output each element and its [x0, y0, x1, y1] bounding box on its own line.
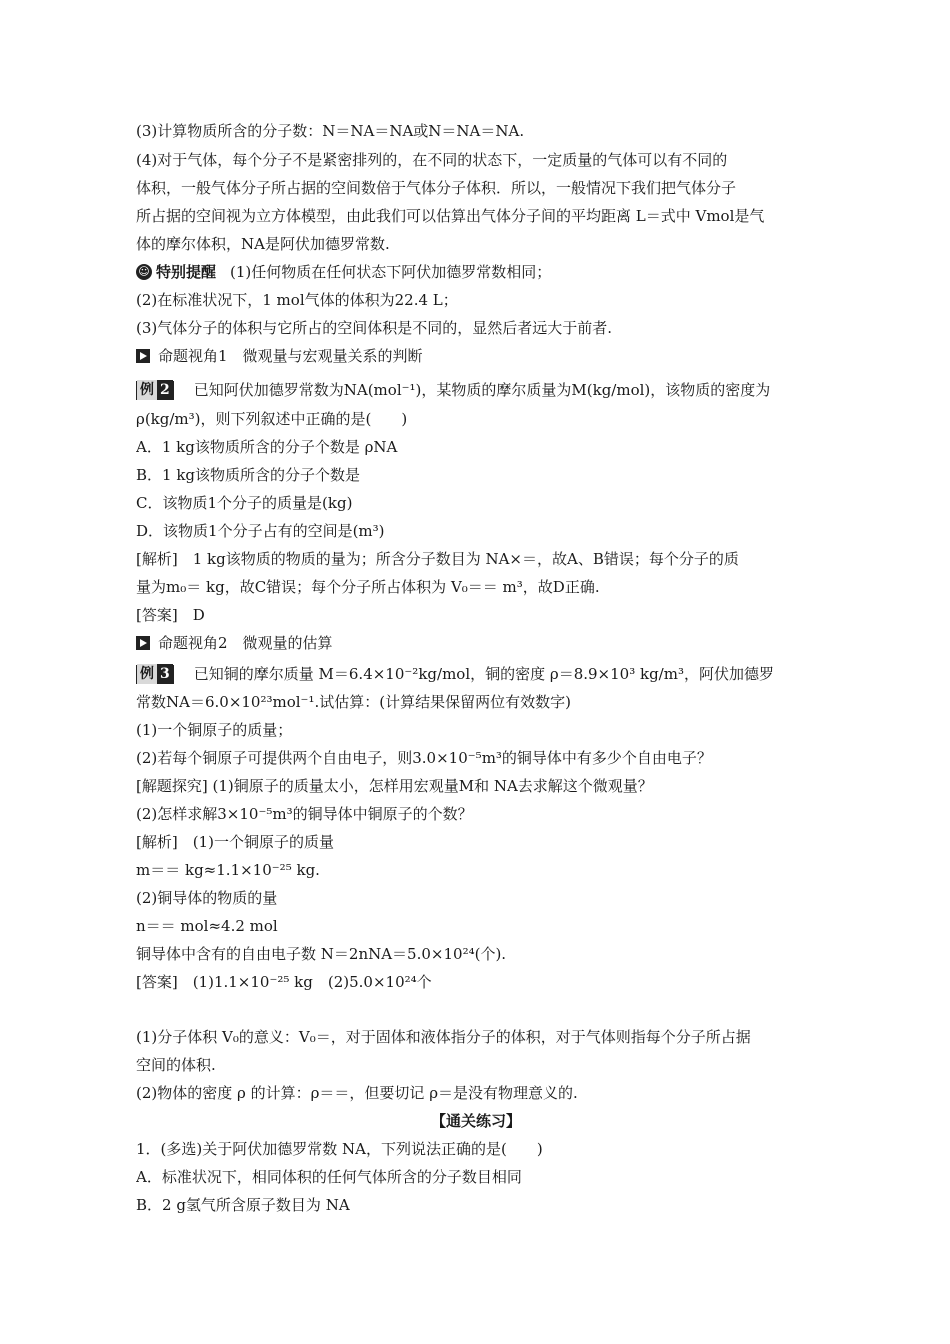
tip-text: (2)在标准状况下，1 mol气体的体积为22.4 L； [136, 291, 458, 309]
tip-text: (1)任何物质在任何状态下阿伏加德罗常数相同； [230, 263, 552, 281]
option-b: B．1 kg该物质所含的分子个数是 [136, 466, 361, 484]
tip-line [136, 262, 816, 282]
text-line: 体的摩尔体积，NA是阿伏加德罗常数. [136, 235, 390, 253]
example-text: 已知阿伏加德罗常数为NA(mol⁻¹)，某物质的摩尔质量为M(kg/mol)，该物质的密度为 [193, 381, 771, 399]
angle-text: 命题视角1 微观量与宏观量关系的判断 [158, 347, 423, 365]
angle-text: 命题视角2 微观量的估算 [158, 634, 333, 652]
explore-text: [解题探究] (1)铜原子的质量太小，怎样用宏观量M和 NA去求解这个微观量？ [136, 777, 653, 795]
note-text: 空间的体积. [136, 1056, 216, 1074]
analysis-text: [解析] (1)一个铜原子的质量 [136, 833, 334, 851]
analysis-text: 铜导体中含有的自由电子数 N＝2nNA＝5.0×10²⁴(个). [136, 945, 507, 963]
text-line: 体积，一般气体分子所占据的空间数倍于气体分子体积．所以，一般情况下我们把气体分子 [136, 179, 737, 197]
option-d: D．该物质1个分子占有的空间是(m³) [136, 522, 385, 540]
play-triangle-icon [136, 636, 150, 650]
play-triangle-icon [136, 349, 150, 363]
analysis-text: 量为m₀＝ kg，故C错误；每个分子所占体积为 V₀＝＝ m³，故D正确. [136, 578, 600, 596]
tip-text: (3)气体分子的体积与它所占的空间体积是不同的，显然后者远大于前者. [136, 319, 613, 337]
answer-text: [答案] (1)1.1×10⁻²⁵ kg (2)5.0×10²⁴个 [136, 973, 432, 991]
question-text: 1．(多选)关于阿伏加德罗常数 NA，下列说法正确的是( ) [136, 1140, 543, 1158]
example-text: ρ(kg/m³)，则下列叙述中正确的是( ) [136, 410, 408, 428]
example-badge: 例 3 [136, 665, 174, 684]
explore-text: (2)怎样求解3×10⁻⁵m³的铜导体中铜原子的个数？ [136, 805, 473, 823]
question-text: (1)一个铜原子的质量； [136, 721, 293, 739]
analysis-text: n＝＝ mol≈4.2 mol [136, 917, 278, 935]
analysis-text: (2)铜导体的物质的量 [136, 889, 278, 907]
option-b: B．2 g氢气所含原子数目为 NA [136, 1196, 350, 1214]
option-c: C．该物质1个分子的质量是(kg) [136, 494, 353, 512]
text-line: (4)对于气体，每个分子不是紧密排列的，在不同的状态下，一定质量的气体可以有不同的 [136, 151, 728, 169]
angle-heading [136, 346, 816, 366]
text-line: (3)计算物质所含的分子数：N＝NA＝NA或N＝NA＝NA. [136, 122, 525, 140]
note-text: (1)分子体积 V₀的意义：V₀＝，对于固体和液体指分子的体积，对于气体则指每个分子所占据 [136, 1028, 751, 1046]
tip-label: 特别提醒 [156, 263, 217, 281]
note-text: (2)物体的密度 ρ 的计算：ρ＝＝，但要切记 ρ＝是没有物理意义的. [136, 1084, 578, 1102]
angle-heading [136, 633, 816, 653]
practice-heading: 【通关练习】 [430, 1112, 521, 1130]
option-a: A．标准状况下，相同体积的任何气体所含的分子数目相同 [136, 1168, 522, 1186]
example-text: 常数NA＝6.0×10²³mol⁻¹.试估算：(计算结果保留两位有效数字) [136, 693, 571, 711]
smiley-icon: ☺ [136, 264, 152, 280]
option-a: A．1 kg该物质所含的分子个数是 ρNA [136, 438, 398, 456]
answer-text: [答案] D [136, 606, 205, 624]
example-line [136, 664, 816, 684]
analysis-text: m＝＝ kg≈1.1×10⁻²⁵ kg. [136, 861, 320, 879]
analysis-text: [解析] 1 kg该物质的物质的量为；所含分子数目为 NA×＝，故A、B错误；每个分子的质 [136, 550, 739, 568]
example-text: 已知铜的摩尔质量 M＝6.4×10⁻²kg/mol，铜的密度 ρ＝8.9×10³ kg/m³，阿伏加德罗 [193, 665, 774, 683]
question-text: (2)若每个铜原子可提供两个自由电子，则3.0×10⁻⁵m³的铜导体中有多少个自由电子？ [136, 749, 712, 767]
example-line [136, 380, 816, 400]
text-line: 所占据的空间视为立方体模型，由此我们可以估算出气体分子间的平均距离 L＝式中 Vmol是气 [136, 207, 765, 225]
example-badge: 例 2 [136, 381, 174, 400]
